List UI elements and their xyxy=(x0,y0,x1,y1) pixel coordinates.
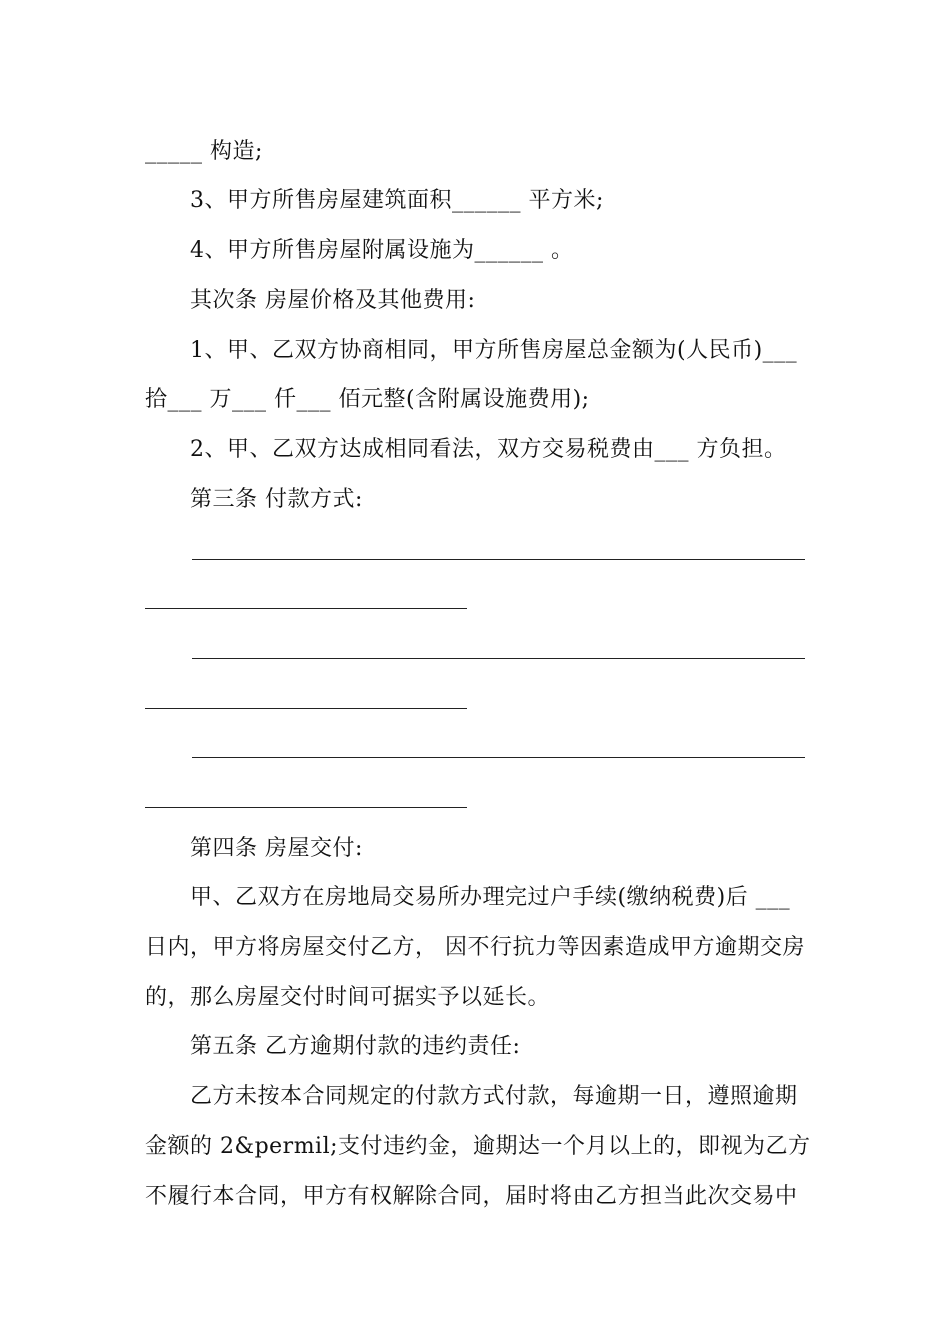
fill-in-line xyxy=(192,559,805,560)
fill-in-line xyxy=(192,658,805,659)
section-heading: 第四条 房屋交付: xyxy=(190,836,363,861)
text-line: _____ 构造; xyxy=(145,139,263,164)
text-line: 不履行本合同，甲方有权解除合同，届时将由乙方担当此次交易中 xyxy=(145,1184,798,1209)
text-line: 甲、乙双方在房地局交易所办理完过户手续(缴纳税费)后 ___ xyxy=(190,885,791,910)
text-line: 金额的 2&permil;支付违约金，逾期达一个月以上的，即视为乙方 xyxy=(145,1134,811,1159)
section-heading: 第五条 乙方逾期付款的违约责任: xyxy=(190,1034,521,1059)
text-line: 4、甲方所售房屋附属设施为______ 。 xyxy=(190,238,574,263)
fill-in-line xyxy=(145,807,467,808)
text-line: 1、甲、乙双方协商相同，甲方所售房屋总金额为(人民币)___ xyxy=(190,338,798,363)
section-heading: 其次条 房屋价格及其他费用: xyxy=(190,288,476,313)
fill-in-line xyxy=(192,757,805,758)
text-line: 的，那么房屋交付时间可据实予以延长。 xyxy=(145,985,551,1010)
text-line: 3、甲方所售房屋建筑面积______ 平方米; xyxy=(190,188,604,213)
section-heading: 第三条 付款方式: xyxy=(190,487,363,512)
fill-in-line xyxy=(145,708,467,709)
text-line: 拾___ 万___ 仟___ 佰元整(含附属设施费用); xyxy=(145,387,590,412)
text-line: 日内，甲方将房屋交付乙方， 因不行抗力等因素造成甲方逾期交房 xyxy=(145,935,805,960)
text-line: 乙方未按本合同规定的付款方式付款，每逾期一日，遵照逾期 xyxy=(190,1084,798,1109)
fill-in-line xyxy=(145,608,467,609)
text-line: 2、甲、乙双方达成相同看法，双方交易税费由___ 方负担。 xyxy=(190,437,787,462)
